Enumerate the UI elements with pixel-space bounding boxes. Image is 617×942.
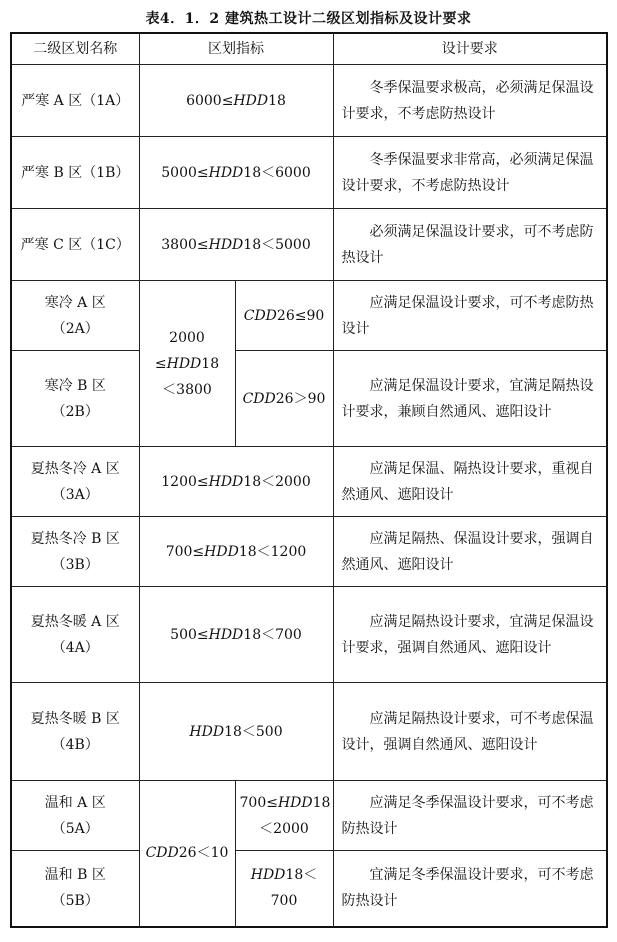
table-row [11,447,607,517]
zone-index: 5000≤HDD18＜6000 [139,137,333,209]
zone-sub-index: 700≤HDD18 ＜2000 [235,781,333,851]
zone-sub-index: CDD26≤90 [235,281,333,351]
header-zone-name: 二级区划名称 [11,33,139,65]
zone-index: 3800≤HDD18＜5000 [139,209,333,281]
design-requirement: 宜满足冬季保温设计要求，可不考虑防热设计 [333,851,607,927]
design-requirement: 应满足隔热设计要求，可不考虑保温设计，强调自然通风、遮阳设计 [333,683,607,781]
zone-index: HDD18＜500 [139,683,333,781]
zone-sub-index: HDD18＜700 [235,851,333,927]
table-row [11,683,607,781]
table-row [11,517,607,587]
header-design-requirement: 设计要求 [333,33,607,65]
design-requirement: 应满足保温设计要求，可不考虑防热设计 [333,281,607,351]
zoning-table-wrapper [10,32,608,928]
design-requirement: 应满足隔热、保温设计要求，强调自然通风、遮阳设计 [333,517,607,587]
zone-name: 寒冷 B 区 （2B） [11,351,139,447]
design-requirement: 冬季保温要求极高，必须满足保温设计要求，不考虑防热设计 [333,65,607,137]
zone-name: 严寒 B 区（1B） [11,137,139,209]
table-row [11,851,607,927]
table-row [11,281,607,351]
zone-name: 严寒 C 区（1C） [11,209,139,281]
table-row [11,65,607,137]
table-row [11,587,607,683]
zone-name: 夏热冬冷 A 区 （3A） [11,447,139,517]
table-row [11,209,607,281]
zone-name: 温和 B 区 （5B） [11,851,139,927]
zoning-table [10,32,608,928]
zone-index: 1200≤HDD18＜2000 [139,447,333,517]
zone-name: 寒冷 A 区 （2A） [11,281,139,351]
table-header-row [11,33,607,65]
design-requirement: 应满足保温设计要求，宜满足隔热设计要求，兼顾自然通风、遮阳设计 [333,351,607,447]
design-requirement: 应满足保温、隔热设计要求，重视自然通风、遮阳设计 [333,447,607,517]
header-zone-index: 区划指标 [139,33,333,65]
zone-index: 500≤HDD18＜700 [139,587,333,683]
zone-name: 夏热冬暖 B 区 （4B） [11,683,139,781]
zone-sub-index: CDD26＞90 [235,351,333,447]
table-row [11,351,607,447]
design-requirement: 必须满足保温设计要求，可不考虑防热设计 [333,209,607,281]
zone-index: 700≤HDD18＜1200 [139,517,333,587]
zone-index-shared-cold: 2000 ≤HDD18 ＜3800 [139,281,235,447]
zone-name: 严寒 A 区（1A） [11,65,139,137]
design-requirement: 应满足隔热设计要求，宜满足保温设计要求，强调自然通风、遮阳设计 [333,587,607,683]
zone-index: 6000≤HDD18 [139,65,333,137]
zone-name: 温和 A 区 （5A） [11,781,139,851]
table-row [11,137,607,209]
design-requirement: 冬季保温要求非常高，必须满足保温设计要求，不考虑防热设计 [333,137,607,209]
design-requirement: 应满足冬季保温设计要求，可不考虑防热设计 [333,781,607,851]
table-title: 表4．1．2 建筑热工设计二级区划指标及设计要求 [145,11,472,27]
zone-name: 夏热冬暖 A 区 （4A） [11,587,139,683]
zone-index-shared-mild: CDD26＜10 [139,781,235,927]
table-row [11,781,607,851]
zone-name: 夏热冬冷 B 区 （3B） [11,517,139,587]
